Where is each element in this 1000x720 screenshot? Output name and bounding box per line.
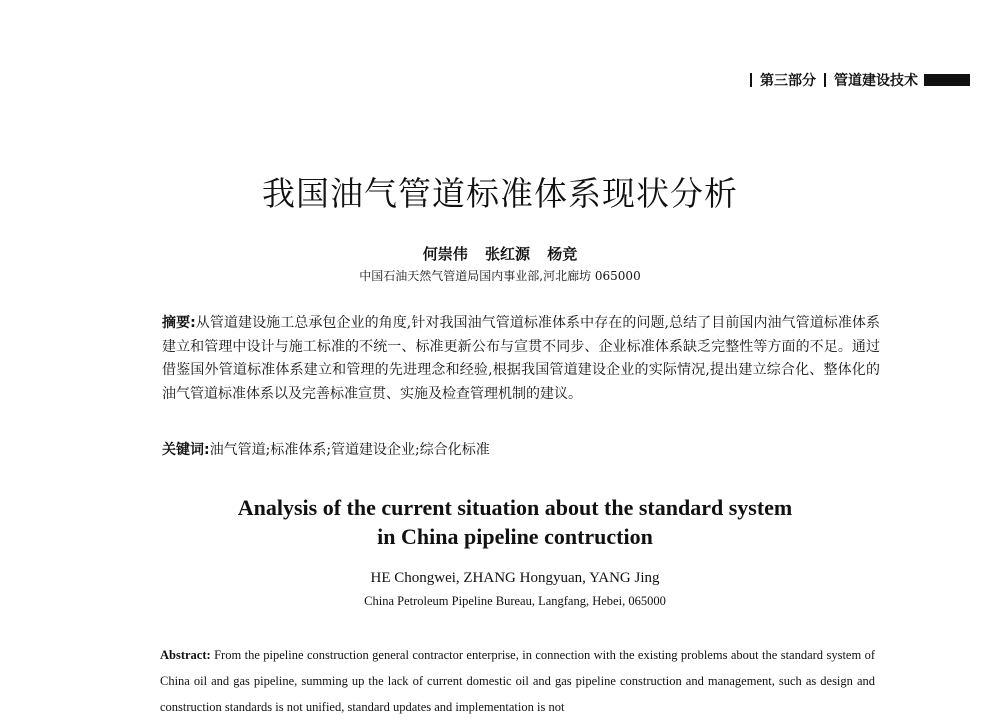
abstract-en (160, 642, 875, 720)
page-title-en (0, 493, 1000, 551)
running-head (742, 70, 970, 90)
abstract-cn (162, 312, 880, 406)
authors-cn: 何崇伟 张红源 杨竞 (422, 245, 578, 263)
title-en-line1: Analysis of the current situation about the standard system (237, 495, 793, 520)
header-block-decoration (924, 74, 970, 86)
abstract-en-label: Abstract: (160, 648, 211, 662)
page-title-cn: 我国油气管道标准体系现状分析 (262, 174, 738, 213)
topic-label: 管道建设技术 (834, 73, 918, 89)
divider-bar-right (824, 73, 826, 87)
abstract-cn-text: 从管道建设施工总承包企业的角度,针对我国油气管道标准体系中存在的问题,总结了目前国内油气管道标准体系建立和管理中设计与施工标准的不统一、标准更新公布与宣贯不同步、企业标准体系缺乏完整性等方面的不足。通过借鉴国外管道标准体系建立和管理的先进理念和经验,根据我国管道建设企业的实际情况,提出建立综合化、整体化的油气管道标准体系以及完善标准宣贯、实施及检查管理机制的建议。 (162, 315, 880, 402)
authors-en: HE Chongwei, ZHANG Hongyuan, YANG Jing (370, 570, 660, 586)
keywords-cn (162, 439, 880, 463)
keywords-cn-text: 油气管道;标准体系;管道建设企业;综合化标准 (209, 442, 490, 458)
affiliation-en: China Petroleum Pipeline Bureau, Langfang, Hebei, 065000 (364, 594, 666, 608)
title-en-line2: in China pipeline contruction (377, 524, 653, 549)
affiliation-cn: 中国石油天然气管道局国内事业部,河北廊坊 065000 (359, 269, 641, 283)
section-label: 第三部分 (760, 73, 816, 89)
abstract-en-text: From the pipeline construction general contractor enterprise, in connection with the existing problems about the standard system of China oil and gas pipeline, summing up the lack of current domestic oil and gas pipeline construction and management, such as design and construction standards is not unified, standard updates and implementation is not (160, 648, 876, 714)
keywords-cn-label: 关键词: (162, 442, 210, 458)
abstract-cn-label: 摘要: (162, 315, 196, 331)
divider-bar-left (750, 73, 752, 87)
